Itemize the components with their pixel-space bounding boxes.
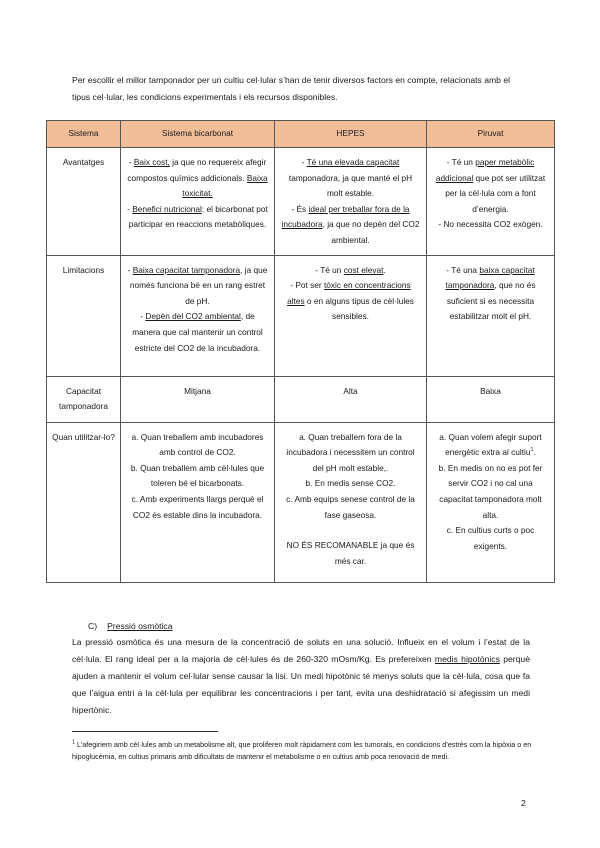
row-avantatges	[47, 148, 555, 256]
footnote-ref: 1	[530, 447, 534, 454]
header-sistema: Sistema	[47, 121, 121, 148]
section-paragraph: La pressió osmòtica és una mesura de la concentració de soluts en una solució. Influeix en el volum i l’estat de la cèl·lula. El rang ideal per a la majoria de cèl·lules és de 260-320 mOsm/Kg. Es prefereixen medis hipotònics perquè ajuden a mantenir el volum cel·lular sense causar la lisi. Un medi hipotònic té menys soluts que la cèl·lula, cosa que fa que l’aigua entri a la cèl·lula per equilibrar les concentracions i per tant, evita una deshidratació si afegissim un medi hipertònic.	[72, 637, 530, 715]
row-label-quan: Quan utilitzar-lo?	[47, 422, 121, 582]
cell-limitacions-hepes: - Té un cost elevat. - Pot ser tòxic en concentracions altes o en alguns tipus de cèl·lules sensibles.	[275, 255, 427, 376]
page-number: 2	[521, 798, 526, 808]
section-heading	[88, 621, 173, 631]
cell-capacitat-hepes: Alta	[275, 376, 427, 422]
intro-paragraph: Per escollir el millor tamponador per un cultiu cel·lular s’han de tenir diversos factors en compte, relacionats amb el tipus cel·lular, les condicions experimentals i els recursos disponibles.	[72, 75, 511, 102]
cell-quan-bicarbonat: a. Quan treballem amb incubadores amb control de CO2. b. Quan treballem amb cèl·lules que toleren bé el bicarbonats. c. Amb experiments llargs perquè el CO2 és estable dins la incubadora.	[121, 422, 275, 582]
row-label-capacitat: Capacitat tamponadora	[47, 376, 121, 422]
row-label-avantatges: Avantatges	[47, 148, 121, 256]
header-bicarbonat: Sistema bicarbonat	[121, 121, 275, 148]
cell-capacitat-piruvat: Baixa	[427, 376, 555, 422]
cell-capacitat-bicarbonat: Mitjana	[121, 376, 275, 422]
table-header-row	[47, 121, 555, 148]
cell-avantatges-piruvat: - Té un paper metabòlic addicional que pot ser utilitzat per la cèl·lula com a font d’energia. - No necessita CO2 exògen.	[427, 148, 555, 256]
header-piruvat: Piruvat	[427, 121, 555, 148]
cell-limitacions-piruvat: - Té una baixa capacitat tamponadora, que no és suficient si es necessita estabilitzar molt el pH.	[427, 255, 555, 376]
cell-avantatges-bicarbonat: - Baix cost, ja que no requereix afegir compostos químics addicionals. Baixa toxicitat. - Benefici nutricional: el bicarbonat pot participar en reaccions metabòliques.	[121, 148, 275, 256]
section-title: Pressió osmòtica	[107, 621, 173, 631]
buffer-comparison-table	[46, 120, 555, 583]
footnote: $^1$ L’afegiriem amb cèl·lules amb un metabolisme alt, que proliferen molt ràpidament com les tumorals, en condicions d’estrès com la hipòxia o en hipoglucèmia, en cultius primaris amb dificultats de mantenir el metabolisme o en cultius amb poca renovació de medi.	[72, 739, 532, 761]
cell-quan-hepes: a. Quan treballem fora de la incubadora i necessitem un control del pH molt estable,. b. En medis sense CO2. c. Amb equips senese control de la fase gaseosa. NO ÉS RECOMANABLE ja que és més car.	[275, 422, 427, 582]
header-hepes: HEPES	[275, 121, 427, 148]
footnote-mark: 1	[72, 739, 76, 746]
cell-limitacions-bicarbonat: - Baixa capacitat tamponadora, ja que només funciona bé en un rang estret de pH. - Depèn del CO2 ambiental, de manera que cal mantenir un control estricte del CO2 de la incubadora.	[121, 255, 275, 376]
row-limitacions	[47, 255, 555, 376]
section-number: C)	[88, 621, 98, 631]
cell-avantatges-hepes: - Té una elevada capacitat tamponadora, ja que manté el pH molt estable. - És ideal per treballar fora de la incubadora, ja que no depèn del CO2 ambiental.	[275, 148, 427, 256]
footnote-divider	[72, 731, 218, 732]
row-quan	[47, 422, 555, 582]
row-label-limitacions: Limitacions	[47, 255, 121, 376]
row-capacitat	[47, 376, 555, 422]
cell-quan-piruvat: a. Quan volem afegir suport energètic extra al cultiu$^1$. b. En medis on no es pot fer servir CO2 i no cal una capacitat tamponadora molt alta. c. En cultius curts o poc exigents.	[427, 422, 555, 582]
